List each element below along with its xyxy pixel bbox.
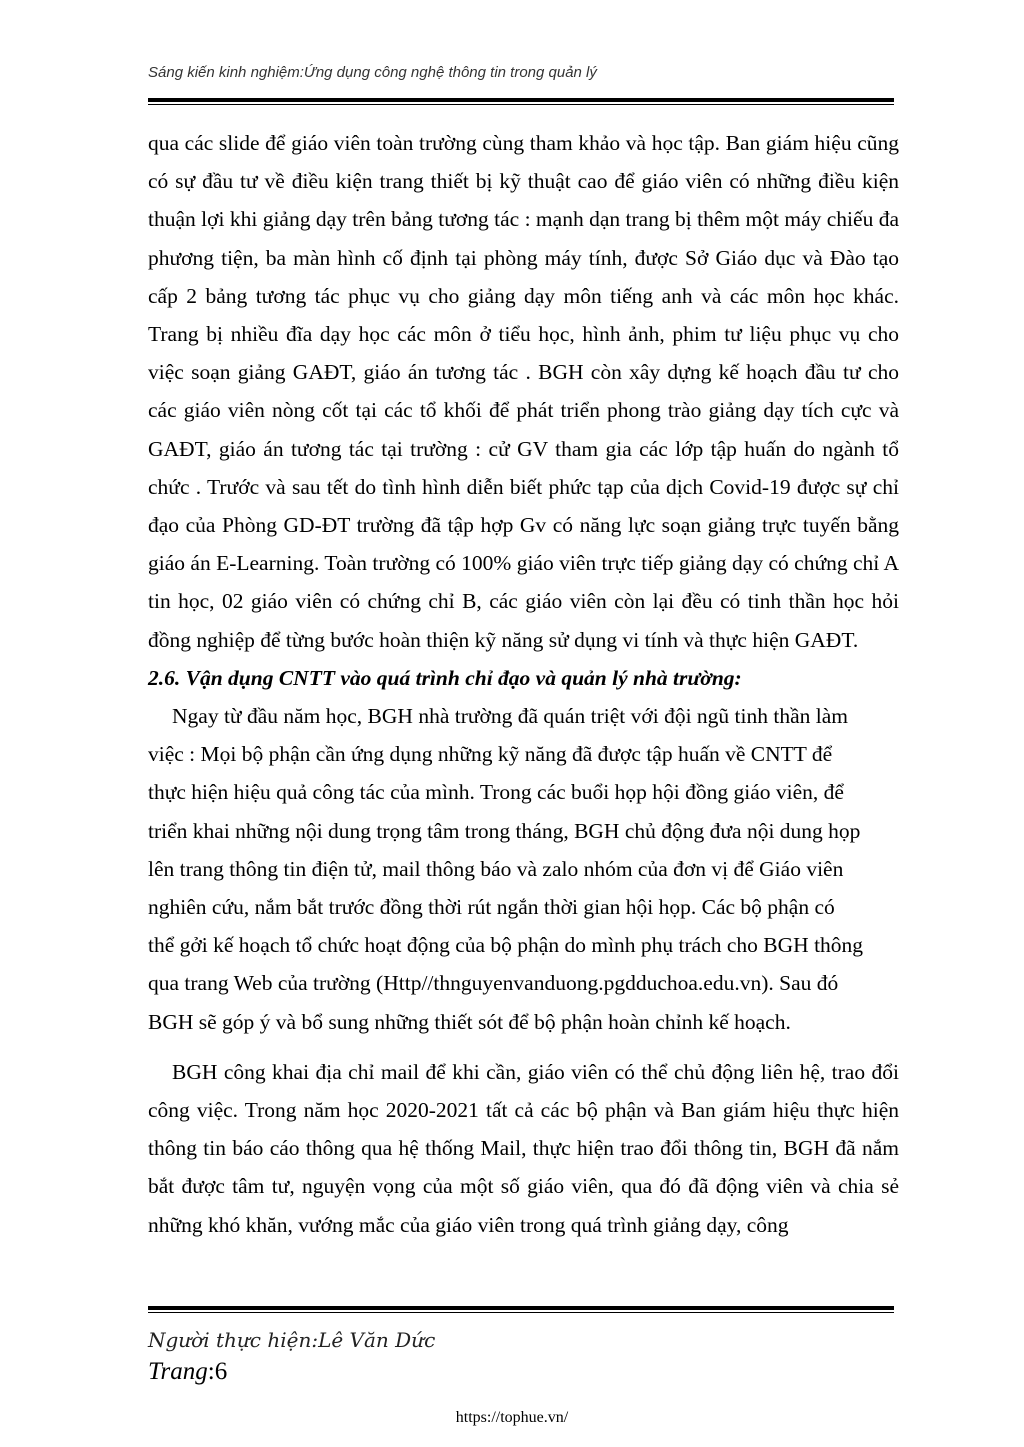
document-body: [148, 124, 899, 1244]
source-url: https://tophue.vn/: [455, 1409, 569, 1426]
body-paragraph-3: BGH công khai địa chỉ mail để khi cần, giáo viên có thể chủ động liên hệ, trao đổi công việc. Trong năm học 2020-2021 tất cả các bộ phận và Ban giám hiệu thực hiện thông tin báo cáo thông qua hệ thống Mail, thực hiện trao đổi thông tin, BGH đã nắm bắt được tâm tư, nguyện vọng của một số giáo viên, qua đó đã động viên và chia sẻ những khó khăn, vướng mắc của giáo viên trong quá trình giảng dạy, công: [148, 1059, 899, 1237]
page-value: :6: [207, 1358, 228, 1385]
page-label: Trang: [148, 1358, 208, 1385]
section-heading: 2.6. Vận dụng CNTT vào quá trình chỉ đạo và quản lý nhà trường:: [148, 665, 742, 690]
body-paragraph-2: Ngay từ đầu năm học, BGH nhà trường đã quán triệt với đội ngũ tinh thần làm việc : Mọi bộ phận cần ứng dụng những kỹ năng đã được tập huấn về CNTT để thực hiện hiệu quả công tác của mình. Trong các buổi họp hội đồng giáo viên, để triển khai những nội dung trọng tâm trong tháng, BGH chủ động đưa nội dung họp lên trang thông tin điện tử, mail thông báo và zalo nhóm của đơn vị để Giáo viên nghiên cứu, nắm bắt trước đồng thời rút ngắn thời gian hội họp. Các bộ phận có thể gởi kế hoạch tổ chức hoạt động của bộ phận do mình phụ trách cho BGH thông qua trang Web của trường (Http//thnguyenvanduong.pgdduchoa.edu.vn). Sau đó BGH sẽ góp ý và bổ sung những thiết sót để bộ phận hoàn chỉnh kế hoạch.: [148, 704, 864, 1034]
page-number: [148, 1358, 227, 1386]
body-paragraph-1: qua các slide để giáo viên toàn trường cùng tham khảo và học tập. Ban giám hiệu cũng có sự đầu tư về điều kiện trang thiết bị kỹ thuật cao để giáo viên có những điều kiện thuận lợi khi giảng dạy trên bảng tương tác : mạnh dạn trang bị thêm một máy chiếu đa phương tiện, ba màn hình cố định tại phòng máy tính, được Sở Giáo dục và Đào tạo cấp 2 bảng tương tác phục vụ cho giảng dạy môn tiếng anh và các môn học khác. Trang bị nhiều đĩa dạy học các môn ở tiểu học, hình ảnh, phim tư liệu phục vụ cho việc soạn giảng GAĐT, giáo án tương tác . BGH còn xây dựng kế hoạch đầu tư cho các giáo viên nòng cốt tại các tổ khối để phát triển phong trào giảng dạy tích cực và GAĐT, giáo án tương tác tại trường : cử GV tham gia các lớp tập huấn do ngành tổ chức . Trước và sau tết do tình hình diễn biết phức tạp của dịch Covid-19 được sự chỉ đạo của Phòng GD-ĐT trường đã tập hợp Gv có năng lực soạn giảng trực tuyến bằng giáo án E-Learning. Toàn trường có 100% giáo viên trực tiếp giảng dạy có chứng chỉ A tin học, 02 giáo viên có chứng chỉ B, các giáo viên còn lại đều có tinh thần học hỏi đồng nghiệp để từng bước hoàn thiện kỹ năng sử dụng vi tính và thực hiện GAĐT.: [148, 131, 899, 652]
page-header: Sáng kiến kinh nghiệm:Ứng dụng công nghệ thông tin trong quản lý: [148, 64, 597, 81]
footer-author: Người thực hiện:Lê Văn Dức: [148, 1328, 436, 1352]
header-rule: [148, 98, 894, 105]
footer-rule: [148, 1306, 894, 1313]
